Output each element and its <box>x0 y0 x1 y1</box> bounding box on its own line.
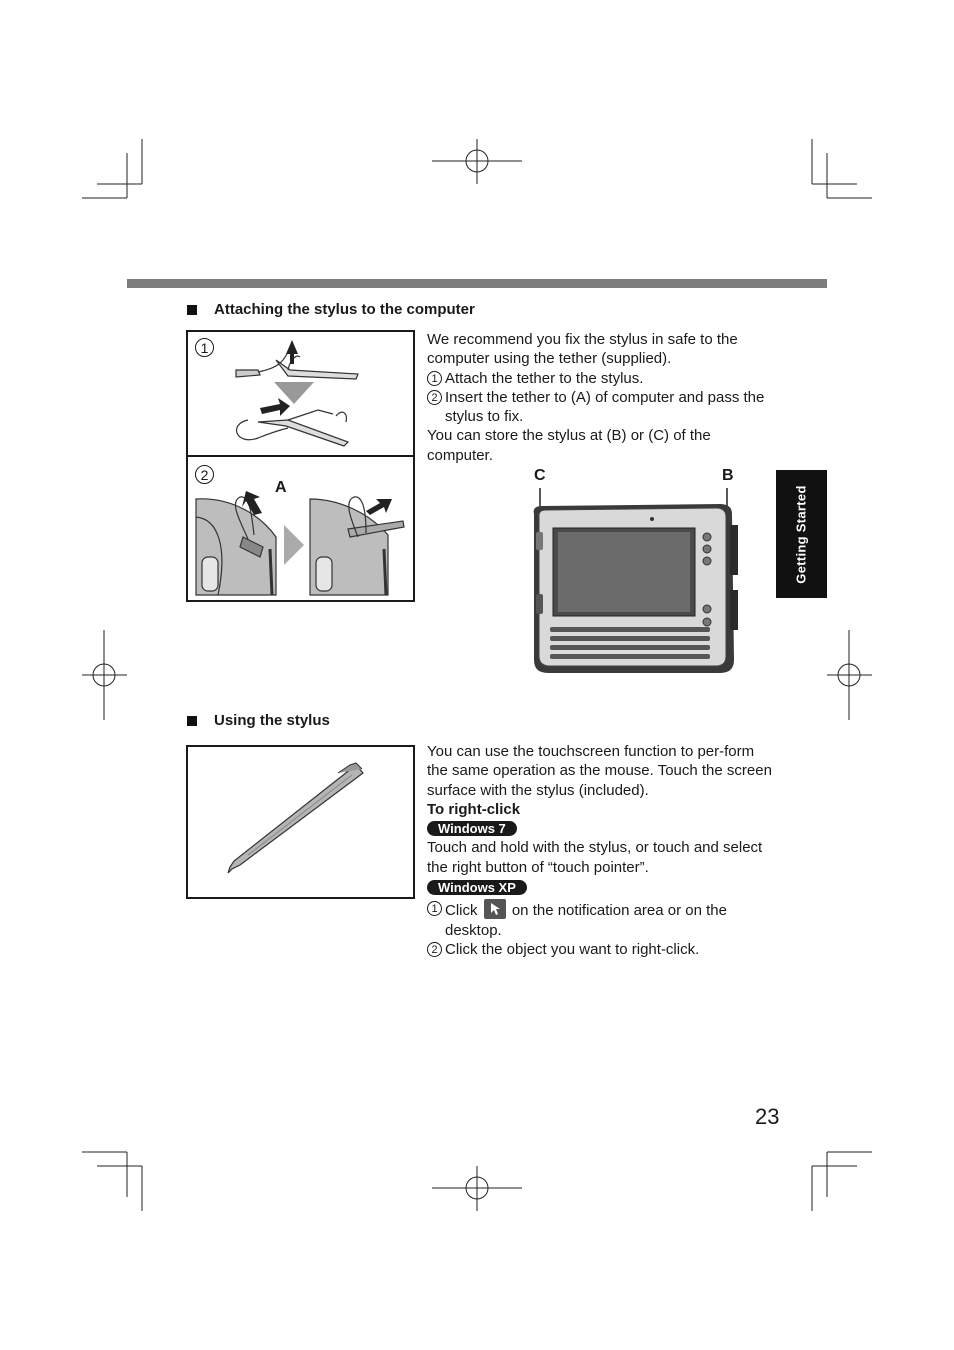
tether-insertion-illustration <box>188 457 413 600</box>
xp-step-1 <box>427 899 772 940</box>
step-number: 1 <box>427 901 442 916</box>
step2-circle-number: 2 <box>195 465 214 484</box>
step-text: Insert the tether to (A) of computer and pass the stylus to fix. <box>445 388 765 426</box>
section-heading-using <box>187 712 330 729</box>
stylus-tether-illustration <box>188 332 413 455</box>
win7-instructions: Touch and hold with the stylus, or touch and select the right button of “touch pointer”. <box>427 839 763 876</box>
illustration-step1 <box>186 330 415 457</box>
label-b: B <box>722 467 734 484</box>
attach-step-1 <box>427 369 767 388</box>
windows7-badge: Windows 7 <box>427 821 517 836</box>
right-click-heading: To right-click <box>427 800 521 818</box>
step1-circle-number: 1 <box>195 338 214 357</box>
attach-intro: We recommend you fix the stylus in safe to the computer using the tether (supplied). <box>427 331 738 368</box>
section-tab-label: Getting Started <box>794 484 809 584</box>
step-number: 1 <box>427 371 442 386</box>
touch-pointer-tray-icon <box>484 899 506 919</box>
attach-text-block <box>427 330 767 465</box>
header-rule <box>127 279 827 288</box>
using-intro: You can use the touchscreen function to per-form the same operation as the mouse. Touch the screen surface with the stylus (included). <box>427 743 772 799</box>
heading-text: Using the stylus <box>214 712 330 729</box>
step-text: Click the object you want to right-click. <box>445 940 700 958</box>
step-text <box>445 899 772 940</box>
attach-step-2 <box>427 388 767 427</box>
bullet-square-icon <box>187 716 197 726</box>
attach-storage-note: You can store the stylus at (B) or (C) of the computer. <box>427 427 711 464</box>
section-heading-attach <box>187 301 475 318</box>
page-number: 23 <box>755 1104 780 1129</box>
step-number: 2 <box>427 390 442 405</box>
computer-illustration <box>520 480 745 680</box>
label-a: A <box>275 479 287 496</box>
step-text-pre: Click <box>445 902 478 920</box>
illustration-step2 <box>186 455 415 602</box>
stylus-illustration-box <box>186 745 415 899</box>
using-text-block <box>427 742 772 959</box>
heading-text: Attaching the stylus to the computer <box>214 301 475 318</box>
section-tab <box>776 470 827 598</box>
step-text-post: on the notification area or on the desktop. <box>445 902 727 939</box>
step-number: 2 <box>427 942 442 957</box>
windowsxp-badge: Windows XP <box>427 880 527 895</box>
xp-step-2 <box>427 940 772 959</box>
bullet-square-icon <box>187 305 197 315</box>
label-c: C <box>534 467 546 484</box>
step-text: Attach the tether to the stylus. <box>445 369 644 387</box>
stylus-illustration <box>188 747 413 897</box>
